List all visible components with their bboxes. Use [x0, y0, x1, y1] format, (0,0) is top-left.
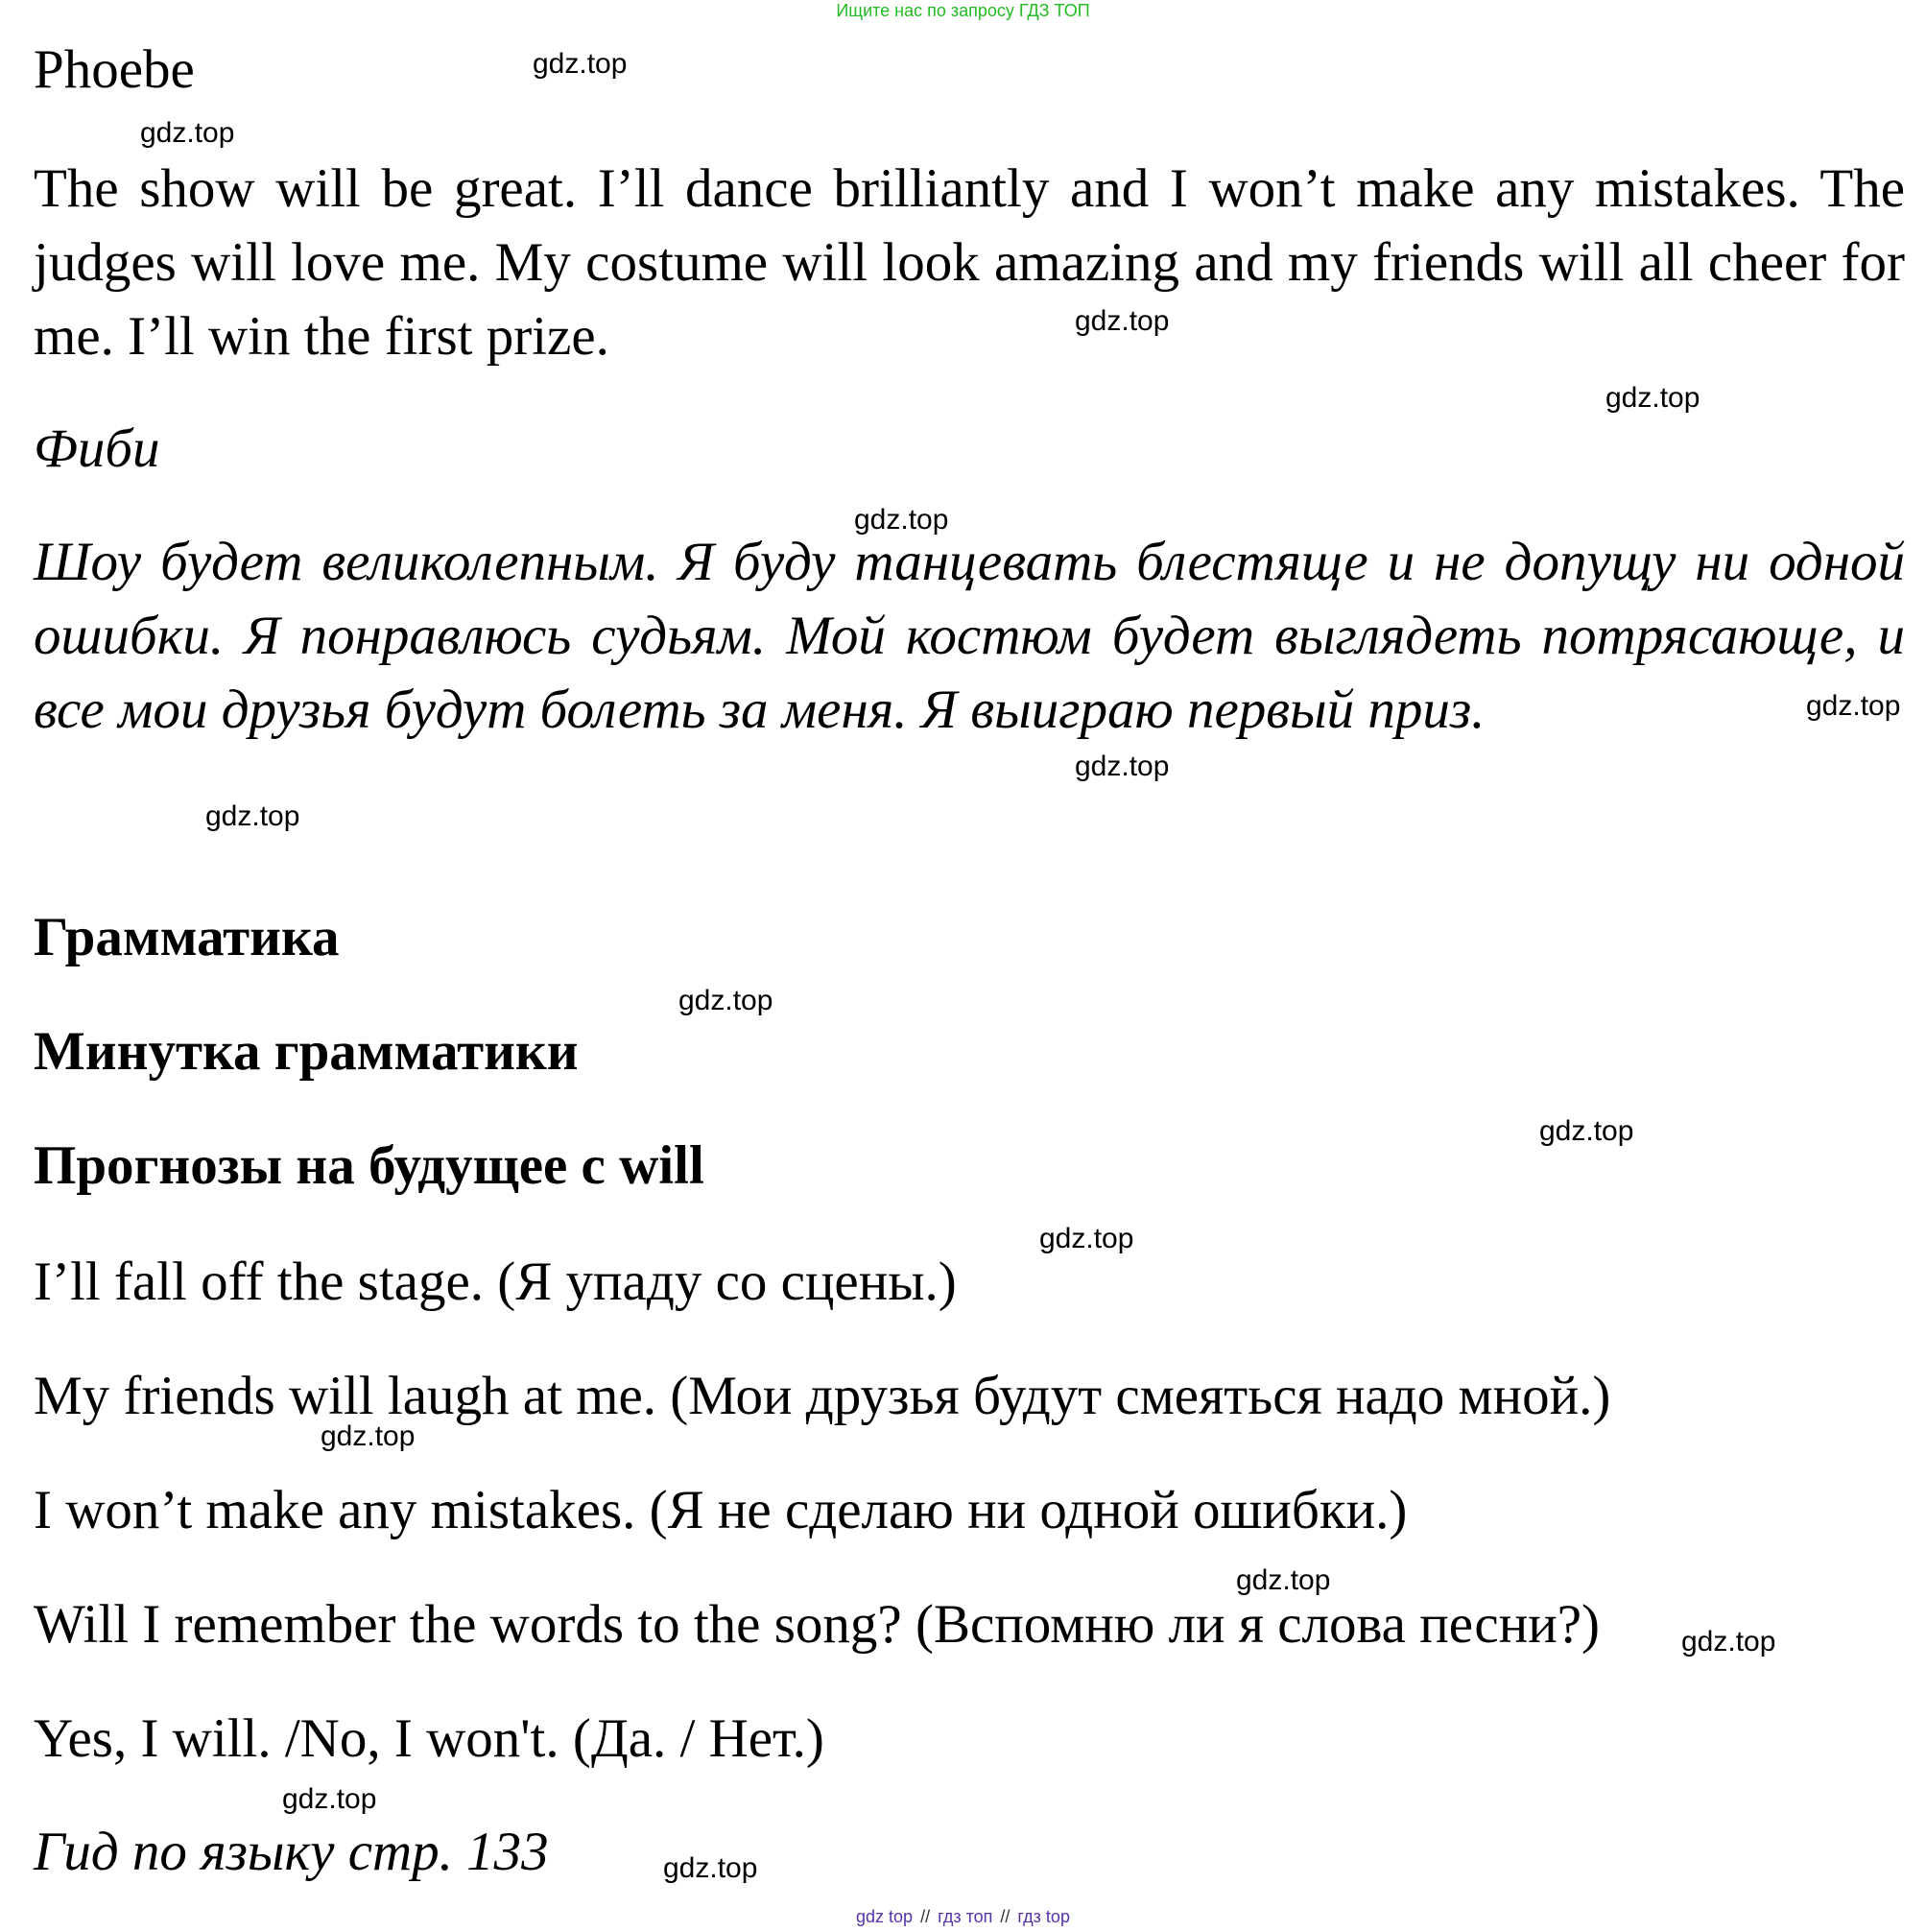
watermark: gdz.top: [205, 800, 300, 832]
russian-paragraph: Шоу будет великолепным. Я буду танцевать блестяще и не допущу ни одной ошибки. Я понравлюсь судьям. Мой костюм будет выглядеть потрясающе, и все мои друзья будут болеть за меня. Я выиграю первый приз.: [34, 532, 1905, 740]
watermark: gdz.top: [533, 48, 628, 80]
watermark: gdz.top: [282, 1783, 377, 1815]
grammar-example: Yes, I will. /No, I won't. (Да. / Нет.): [34, 1708, 824, 1769]
footer-links: [0, 1906, 1926, 1927]
top-banner[interactable]: Ищите нас по запросу ГДЗ ТОП: [836, 1, 1090, 20]
grammar-example: I’ll fall off the stage. (Я упаду со сцены.): [34, 1252, 957, 1312]
watermark: gdz.top: [321, 1420, 416, 1452]
footer-link[interactable]: гдз top: [1017, 1907, 1070, 1926]
grammar-subtitle: Минутка грамматики: [34, 1021, 579, 1082]
footer-link[interactable]: gdz top: [856, 1907, 914, 1926]
footer-separator: //: [1000, 1907, 1011, 1926]
grammar-section-title: Грамматика: [34, 907, 340, 967]
watermark: gdz.top: [1236, 1564, 1331, 1596]
watermark: gdz.top: [678, 985, 773, 1016]
watermark: gdz.top: [854, 504, 949, 536]
english-heading: Phoebe: [34, 39, 195, 100]
grammar-topic: Прогнозы на будущее с will: [34, 1135, 704, 1196]
watermark: gdz.top: [140, 117, 235, 149]
grammar-example: My friends will laugh at me. (Мои друзья будут смеяться надо мной.): [34, 1366, 1611, 1426]
watermark: gdz.top: [1039, 1223, 1134, 1254]
watermark: gdz.top: [1605, 382, 1700, 414]
watermark: gdz.top: [1539, 1115, 1634, 1147]
english-paragraph: The show will be great. I’ll dance brilliantly and I won’t make any mistakes. The judges will love me. My costume will look amazing and my friends will all cheer for me. I’ll win the first prize.: [34, 158, 1905, 367]
footer-link[interactable]: гдз топ: [938, 1907, 993, 1926]
footer-separator: //: [920, 1907, 931, 1926]
grammar-example: Will I remember the words to the song? (Вспомню ли я слова песни?): [34, 1594, 1601, 1655]
watermark: gdz.top: [1075, 305, 1170, 337]
watermark: gdz.top: [1075, 751, 1170, 782]
grammar-example: I won’t make any mistakes. (Я не сделаю ни одной ошибки.): [34, 1480, 1408, 1540]
watermark: gdz.top: [1681, 1626, 1776, 1658]
language-guide-reference: Гид по языку стр. 133: [34, 1822, 549, 1882]
russian-heading: Фиби: [34, 418, 160, 479]
watermark: gdz.top: [663, 1852, 758, 1884]
watermark: gdz.top: [1806, 690, 1901, 722]
